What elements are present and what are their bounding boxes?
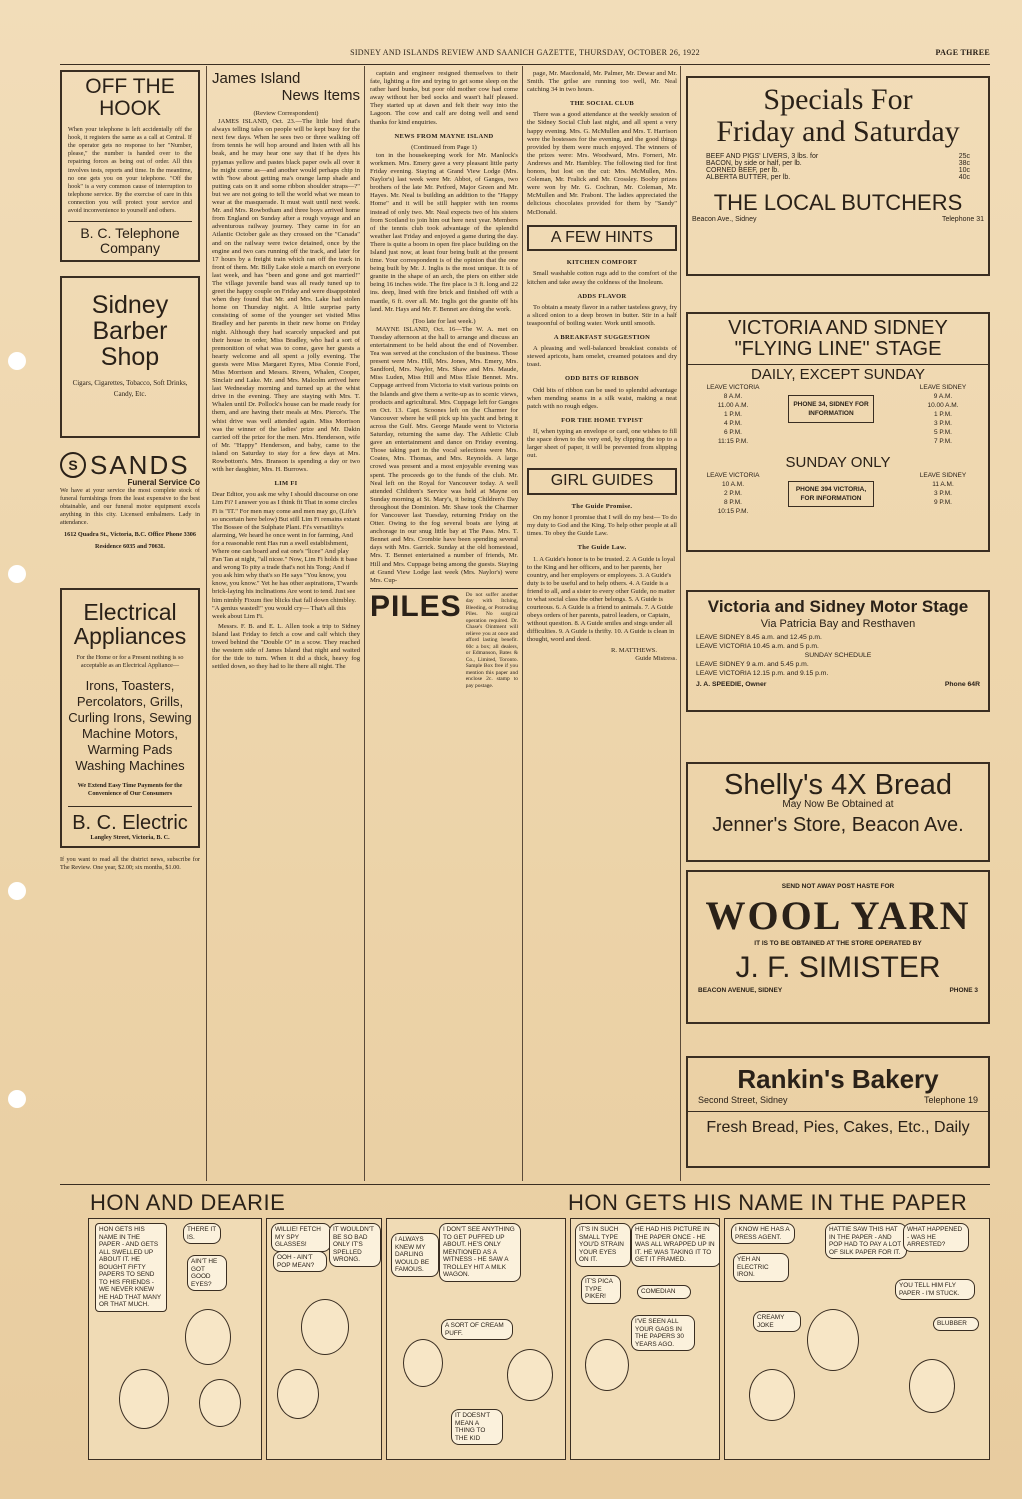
social-heading: THE SOCIAL CLUB	[569, 100, 635, 108]
punch-hole	[8, 565, 26, 583]
sands-ad	[60, 449, 200, 552]
speech-bubble: THERE IT IS.	[183, 1223, 221, 1244]
comic-panel-1	[88, 1218, 262, 1460]
piles-ad	[370, 588, 518, 690]
wool-yarn-ad	[686, 870, 990, 1024]
flying-line-stage-ad	[686, 312, 990, 552]
speech-bubble: BLUBBER	[933, 1317, 979, 1331]
shelly-bread-ad	[686, 762, 990, 862]
special-item: CORNED BEEF, per lb. 10c	[706, 167, 970, 174]
butchers-address: Beacon Ave., Sidney	[692, 216, 757, 224]
comic-panel-3	[386, 1218, 566, 1460]
sunday-heading: SUNDAY ONLY	[785, 453, 891, 471]
rankin-title: Rankin's Bakery	[737, 1064, 939, 1094]
character-child	[199, 1379, 241, 1427]
speech-bubble: HE HAD HIS PICTURE IN THE PAPER ONCE - HE WAS ALL WRAPPED UP IN IT. HE WAS TAKING IT TO GET IT FRAMED.	[631, 1223, 720, 1267]
piles-body: Do not suffer another day with Itching, Bleeding, or Protruding Piles. No surgical operation required. Dr. Chase's Ointment will relieve you at once and afford lasting benefit. 60c a box; all dealers, or Edmanson, Bates & Co., Limited, Toronto. Sample Box free if you mention this paper and enclose 2c. stamp to pay postage.	[465, 591, 518, 689]
special-item: ALBERTA BUTTER, per lb. 40c	[706, 174, 970, 181]
rankin-info	[688, 1093, 988, 1112]
social-body: There was a good attendance at the weekly session of the Sidney Social Club last night, and all spent a very happy evening. Mrs. G. McMullen and Mrs. T. Harrison were the hostesses for the evening, and the good things provided by them were much enjoyed. The winners of the prizes were: Mrs. Woodward, Mrs. Forneri, Mr. Andrews and Mr. Hambley. The following tied for first honors, but lost on the cut: Mrs. McMullen, Mrs. Coleman, Mr. Fralick and Mr. Crossley. Booby prizes were won by Mr. G. Cochran, Mr. Coleman, Mr. McMullen and Mr. Fraboni. The ladies appreciated the delicious chocolates provided for them by "Sandy" McDonald.	[527, 111, 677, 216]
wool-footer	[688, 983, 988, 998]
subscribe-note: If you want to read all the district news, subscribe for The Review. One year, $2.00; six months, $1.00.	[60, 856, 200, 872]
hints-title: A FEW HINTS	[527, 225, 677, 252]
bc-electric-address: Langley Street, Victoria, B. C.	[90, 834, 170, 842]
guide-promise-heading: The Guide Promise.	[571, 503, 633, 511]
hint-kitchen-heading: KITCHEN COMFORT	[566, 259, 638, 267]
sunday-schedule	[688, 471, 988, 525]
punch-hole	[8, 882, 26, 900]
guide-law-heading: The Guide Law.	[577, 544, 627, 552]
poem-body: Dear Editor, you ask me why I should discourse on one Lim Fi? I answer you as I think fit That in some circles Fi is "IT." For men may come and men may go, (Life's so uncertain here below) But still Lim Fi remains extant The Bossee of the Sulphate Plant. Fi's versatility's alarming, We heard he once went in for farming, And for a reasonable rent Has run a swell establishment, Where one can board and eat one's "licee" And play Fan Tan at night, "all nicee." Now, Lim Fi holds it base and wrong To pity a trade that's not his Tong; And if you ask him why that's so He says "You know, you know, you know." Yet he has other aspirations, T'wards brick-laying his inclinations Are wont to tend. Just see him nimbly Fixum fiee blicks that fall down chimbley. "A genius wasted!" you would cry— That's all this week about Lim Fi.	[212, 491, 360, 620]
barber-line-2: Barber	[92, 316, 168, 345]
girl-guides-title: GIRL GUIDES	[527, 468, 677, 495]
guide-law: 1. A Guide's honor is to be trusted. 2. A Guide is loyal to the King and her officers, and to her parents, her country, and her employers or employees. 3. A Guide's duty is to be useful and to help others. 4. A Guide is a friend to all, and a sister to every other Guide, no matter to what social class the other belongs. 5. A Guide is courteous. 6. A Guide is a friend to animals. 7. A Guide obeys orders of her parents, patrol leaders, or Captain, without question. 8. A Guide smiles and sings under all difficulties. 9. A Guide is thrifty. 10. A Guide is clean in thought, word and deed.	[527, 555, 676, 644]
sands-residence: Residence 6035 and 7063L	[95, 543, 165, 551]
speech-bubble: HATTIE SAW THIS HAT IN THE PAPER - AND POP HAD TO PAY A LOT OF SILK PAPER FOR IT.	[825, 1223, 907, 1259]
character-man	[585, 1339, 629, 1391]
speech-bubble: WHAT HAPPENED - WAS HE ARRESTED?	[903, 1223, 969, 1252]
page-number: PAGE THREE	[935, 48, 990, 57]
speech-bubble: YOU TELL HIM FLY PAPER - I'M STUCK.	[895, 1279, 975, 1300]
piles-title: PILES	[370, 589, 462, 623]
special-item: BACON, by side or half, per lb. 38c	[706, 160, 970, 167]
james-title-2: News Items	[281, 87, 360, 104]
james-title-1: James Island	[212, 70, 301, 87]
motor-stage-via: Via Patricia Bay and Resthaven	[760, 617, 916, 630]
motor-owner: J. A. SPEEDIE, Owner	[696, 681, 767, 689]
off-the-hook-ad	[60, 70, 200, 262]
wool-address: BEACON AVENUE, SIDNEY	[698, 987, 783, 995]
james-byline: (Review Correspondent)	[253, 110, 319, 117]
hint-ribbon: Odd bits of ribbon can be used to splendid advantage when mending seams in a silk waist, making a neat patch with no rough edges.	[527, 386, 677, 410]
comic-title-right: HON GETS HIS NAME IN THE PAPER	[568, 1190, 968, 1215]
comic-rule	[60, 1184, 990, 1185]
motor-phone: Phone 64R	[944, 681, 980, 689]
character-pop	[301, 1299, 349, 1355]
masthead-line: SIDNEY AND ISLANDS REVIEW AND SAANICH GAZETTE, THURSDAY, OCTOBER 26, 1922	[350, 48, 700, 57]
sands-logo-icon: S	[60, 452, 86, 478]
barber-line-1: Sidney	[91, 290, 169, 319]
punch-hole	[8, 1090, 26, 1108]
electrical-appliances-ad	[60, 588, 200, 849]
guide-signature-1: R. MATTHEWS.	[611, 646, 657, 654]
speech-bubble: I ALWAYS KNEW MY DARLING WOULD BE FAMOUS.	[391, 1233, 439, 1277]
wool-mid: IT IS TO BE OBTAINED AT THE STORE OPERATED BY	[754, 939, 922, 947]
column-rule	[522, 66, 523, 1181]
wool-title: WOOL YARN	[705, 892, 971, 938]
butchers-footer	[688, 214, 988, 225]
column-rule	[364, 66, 365, 1181]
column-rule	[680, 66, 681, 1181]
speech-bubble: AIN'T HE GOT GOOD EYES?	[187, 1255, 227, 1291]
bc-telephone-name: B. C. Telephone Company	[80, 225, 180, 256]
column-left-ads	[60, 70, 200, 1180]
hint-flavor-heading: ADDS FLAVOR	[577, 292, 627, 300]
character-hon	[185, 1309, 231, 1365]
col3-body: captain and engineer resigned themselves to their fate, lighting a fire and trying to get some sleep on the rather hard bunks, but poor old mother cow had come away without her bed socks and wasn't half pleased. They started up at dawn and felt their way into the Lagoon. The cow and calf are doing well and send thanks for kind enquiries.	[370, 70, 518, 126]
barber-shop-ad	[60, 276, 200, 438]
sands-sub: Funeral Service Co	[127, 477, 200, 487]
jenner-store: Jenner's Store, Beacon Ave.	[712, 813, 964, 836]
james-body-2: Messrs. F. B. and E. L. Allen took a trip to Sidney Island last Friday to fetch a cow and calf which they towed behind the "Double O" in a scow. They reached the western side of James Island that night and waited for the tide to turn. When it did a thick, heavy fog settled down, so they had to lie there all night. The	[212, 622, 360, 671]
hint-typist: If, when typing an envelope or card, one wishes to fill the space down to the very end, by clipping the top to a larger sheet of paper, it will be prevented from slipping out.	[527, 427, 677, 460]
butchers-telephone: Telephone 31	[941, 216, 984, 224]
speech-bubble: IT'S IN SUCH SMALL TYPE YOU'D STRAIN YOUR EYES ON IT.	[575, 1223, 631, 1267]
daily-victoria: LEAVE VICTORIA 8 A.M. 11.00 A.M. 1 P.M. 4 P.M. 6 P.M. 11:15 P.M.	[706, 383, 760, 445]
rankin-telephone: Telephone 19	[923, 1095, 978, 1106]
column-james-island	[212, 70, 360, 1180]
guide-signature-2: Guide Mistress.	[635, 654, 677, 662]
motor-stage-ad	[686, 590, 990, 712]
speech-bubble: OOH - AIN'T POP MEAN?	[273, 1251, 327, 1272]
mayne-continued: (Continued from Page 1)	[411, 143, 477, 151]
comic-title-left: HON AND DEARIE	[90, 1190, 286, 1215]
speech-bubble: IT'S PICA TYPE PIKER!	[581, 1275, 621, 1304]
motor-stage-title: Victoria and Sidney Motor Stage	[707, 597, 969, 616]
speech-bubble: A SORT OF CREAM PUFF.	[441, 1319, 513, 1340]
speech-bubble: IT DOESN'T MEAN A THING TO THE KID	[451, 1409, 503, 1445]
hook-title-2: HOOK	[99, 97, 161, 121]
comic-caption: HON GETS HIS NAME IN THE PAPER - AND GETS ALL SWELLED UP ABOUT IT. HE BOUGHT FIFTY PAPERS TO SEND TO HIS FRIENDS - WE NEVER KNEW HE HAD THAT MANY OR THAT MUCH.	[95, 1223, 167, 1312]
sands-title: SANDS	[90, 449, 190, 480]
column-mayne-island	[370, 70, 518, 1180]
specials-line-2: Friday and Saturday	[716, 114, 960, 148]
speech-bubble: YEH AN ELECTRIC IRON.	[733, 1253, 789, 1282]
hook-body: When your telephone is left accidentally off the hook, it registers the same as a call at Central. If the operator gets no response to her "Number, please," the number is handed over to the repairing forces as being out of order. All this involves tests, reports and time. In the meantime, no one gets you on your telephone. "Off the hook" is a very common cause of interruption to telephone service. By the exercise of care in this connection you will protect your service and avoid inconvenience to yourself and others.	[68, 126, 192, 215]
page-header	[60, 48, 990, 62]
mayne-body-2: MAYNE ISLAND, Oct. 16—The W. A. met on Tuesday afternoon at the hall to arrange and discuss an entertainment to be held about the end of November. Tea was served at the conclusion of the business. Those present were Mrs. Hill, Mrs. Jones, Mrs. Emery, Mrs. Sandford, Mrs. Naylor, Mrs. Shaw and Mrs. Maude, Miss Luden, Miss Hill and Miss Elsie Bennet. Mrs. Cuppage arrived from Victoria to visit various points on the Islands and give them a write-up as to scenic views, products and agricultural. Mrs. Cuppage left for Ganges on Oct. 13. Capt. Scoones left on the Charmer for Vancouver where he will pick up his yacht and bring it across the Gulf. Mrs. George Maude went to Victoria Saturday, returning the same day. The Athletic Club gave an entertainment and dance on Friday evening. Those taking part in the vocal selections were Mrs. Coates, Mrs. Thomas, and Mrs. Reynolds. A large crowd was present and a most enjoyable evening was spent. The proceeds go to the funds of the club. Mr. Neal left on the Royal for Vancouver today. A well attended Children's Service was held at Mayne on Sunday morning at St. Mary's, it being Children's Day throughout the Dominion. Mr. Shaw took the Charmer for Vancouver last Tuesday, returning Friday on the Otter. Owing to the fog several boats are lying at anchorage in our snug little bay at The Pass. Mrs. T. Bennet and Mrs. Crombie have been spending several days with Mrs. Garrick. Sunday at the old homestead, Mrs. T. Bennet entertained a number of friends, Mr. Hill and Mrs. Cuppage being among the guests. Staying at Grand View Lodge last week (Mrs. Naylor's) were Mrs. Cup-	[370, 325, 518, 584]
simister-name: J. F. SIMISTER	[735, 950, 941, 984]
special-item: BEEF AND PIGS' LIVERS, 3 lbs. for 25c	[706, 153, 970, 160]
rankin-bakery-ad	[686, 1056, 990, 1168]
comic-panel-4	[570, 1218, 720, 1460]
speech-bubble: WILLIE! FETCH MY SPY GLASSES!	[271, 1223, 331, 1252]
sunday-victoria: LEAVE VICTORIA 10 A.M. 2 P.M. 8 P.M. 10:15 P.M.	[706, 471, 760, 515]
stage-line-2: "FLYING LINE" STAGE	[734, 338, 942, 360]
daily-heading: DAILY, EXCEPT SUNDAY	[688, 364, 988, 383]
character-neighbor	[507, 1349, 553, 1401]
punch-hole	[8, 352, 26, 370]
specials-list	[688, 153, 988, 181]
guide-promise: On my honor I promise that I will do my best— To do my duty to God and the King. To help other people at all times. To obey the Guide Law.	[527, 514, 677, 538]
hint-breakfast: A pleasing and well-balanced breakfast consists of stewed apricots, ham omelet, creamed potatoes and dry toast.	[527, 345, 677, 369]
local-butchers-name: THE LOCAL BUTCHERS	[713, 190, 963, 215]
sunday-sidney: LEAVE SIDNEY 11 A.M. 3 P.M. 9 P.M.	[919, 471, 967, 506]
speech-bubble: I KNOW HE HAS A PRESS AGENT.	[731, 1223, 795, 1244]
wool-phone: PHONE 3	[949, 987, 978, 995]
barber-line-3: Shop	[100, 343, 160, 371]
james-body: JAMES ISLAND, Oct. 23.—The little bird that's always telling tales on people will be kept busy for the next few days. When he sees two or three walking off from tennis he will hop around and listen with all his beak, and he may hear one say that if he dyes his pyjamas yellow and pastes black paper owls all over it he might come as—and another would perhaps chip in with "how about getting ma's orange lamp shade and putting cats on it and some ribbon shoulder straps—?" but we are not going to tell the world what we mean to wear at the masquerade. It must wait until next week. Mr. and Mrs. Rowbotham and three boys arrived home from England on Sunday after a rough voyage and an adventurous railway journey. They came in for an Atlantic October gale as they crossed on the "Canada" and on the railway were twice detained, once by the engine and two cars running off the track, and later for 17 hours by a freight train which ran off the track in front of them. Mr. Billy Lake stole a march on everyone last week, and has "been and gone and got married!" The village juvenile band was all ready tuned up to greet the happy couple on Friday and were disappointed when they found that Mr. and Mrs. Lake had stolen home on Thursday night. A little surprise party consisting of some of the younger set visited Miss Bradley and her parents in their new home on Friday night. Although they had scarcely unpacked and put their house in order, Miss Bradley, who had a sort of premonition of what was to come, gave her guests a hearty welcome and all spent a jolly evening. The guests were Miss Margaret Eyres, Miss Connie Ford, Miss Morrison and Messrs. Rivers, Whalen, Cooper, Sinclair and Lake. Mr. and Mrs. Malcolm arrived here last Wednesday morning and turned up at the whist drive in the evening. They are staying with Mrs. T. Whalen until Dr. Pollock's house can be made ready for them, and are having their meals at Mrs. Pierce's. The whist drive was well attended again. Miss Morrison was the winner of the ladies' prize and Mr. Dakin carried off the prize for the men. Mrs. Henderson, wife of Mr. "Happy" Henderson, and baby, came to the island on Saturday to stay for a few days at Mrs. Rowbottom's. Mrs. Branson is spending a day or two with her daughter, Mrs. H. Burrows.	[212, 118, 360, 474]
stage-line-1: VICTORIA AND SIDNEY	[728, 317, 948, 339]
elec-line-2: Appliances	[73, 622, 187, 649]
bc-electric-name: B. C. Electric	[72, 812, 188, 835]
elec-body: For the Home or for a Present nothing is so acceptable as an Electrical Appliance—	[76, 653, 184, 669]
specials-line-1: Specials For	[763, 83, 913, 116]
shelly-sub: May Now Be Obtained at	[782, 799, 894, 811]
column-rule	[206, 66, 207, 1181]
col4-body: page, Mr. Macdonald, Mr. Palmer, Mr. Dewar and Mr. Smith. The grilse are running too well, Mr. Neal catching 34 in two hours.	[527, 70, 677, 94]
poem-title: LIM FI	[274, 480, 298, 488]
character-girl	[909, 1359, 955, 1413]
speech-bubble: I'VE SEEN ALL YOUR GAGS IN THE PAPERS 30 YEARS AGO.	[631, 1315, 695, 1351]
speech-bubble: CREAMY JOKE	[753, 1311, 801, 1332]
wool-top: SEND NOT AWAY POST HASTE FOR	[781, 883, 895, 890]
speech-bubble: I DON'T SEE ANYTHING TO GET PUFFED UP ABOUT. HE'S ONLY MENTIONED AS A WITNESS - HE SAW A TROLLEY HIT A MILK WAGON.	[439, 1223, 521, 1282]
elec-line-1: Electrical	[83, 598, 177, 625]
phone-info-daily: PHONE 34, SIDNEY FOR INFORMATION	[788, 395, 874, 423]
mayne-body: ton in the housekeeping work for Mr. Manlock's workmen. Mrs. Emery gave a very pleasant little party Friday evening. Staying at Grand View Lodge (Mrs. Naylor's) last week were Mr. Abbot, of Ganges, two brothers of the late Mr. Petford, Major Green and Mr. Hayes. Mr. Neal is building an addition to the "Happy Home" and it will be still happier with ten rooms instead of only two. Mr. Neal expects two of his sisters from Scotland to join him out here next year. Members of the tennis club took advantage of the splendid weather last Friday and enjoyed a game during the day. There is quite a boom in open fire place building on the Island just now, at least four being built at the present time. Your correspondent is of the opinion that the one being built by Mr. J. Inglis is the most unique. It is of granite in the shape of an arch, the piers on either side being 16 inches wide. The fire place is 3 ft. long and 22 ins. deep, lined with fire brick and finished off with a mantle, 6 ft. over all. Mr. Inglis got the granite off his land. Mr. Hays and Mr. F. Bennet are doing the work.	[370, 151, 518, 313]
hook-title-1: OFF THE	[85, 75, 175, 98]
character-kid	[277, 1369, 319, 1419]
header-rule	[60, 64, 990, 65]
specials-ad	[686, 76, 990, 276]
speech-bubble: IT WOULDN'T BE SO BAD ONLY IT'S SPELLED WRONG.	[329, 1223, 381, 1267]
daily-schedule	[688, 383, 988, 455]
comic-panel-2	[266, 1218, 382, 1460]
hint-ribbon-heading: ODD BITS OF RIBBON	[565, 375, 639, 383]
sands-address: 1612 Quadra St., Victoria, B.C. Office Phone 3306	[64, 531, 196, 539]
hint-flavor: To obtain a meaty flavor in a rather tasteless gravy, fry a sliced onion to a deep brown in butter. Stir in a half teaspoonful of boiling water. Work until smooth.	[527, 303, 677, 327]
speech-bubble: COMEDIAN	[637, 1285, 691, 1299]
rankin-items: Fresh Bread, Pies, Cakes, Etc., Daily	[706, 1119, 970, 1137]
character-kid	[119, 1369, 169, 1429]
shelly-title: Shelly's 4X Bread	[724, 769, 952, 801]
motor-schedule: LEAVE SIDNEY 8.45 a.m. and 12.45 p.m. LEAVE VICTORIA 10.45 a.m. and 5 p.m. SUNDAY SCHEDULE LEAVE SIDNEY 9 a.m. and 5.45 p.m. LEAVE VICTORIA 12.15 p.m. and 9.15 p.m. J. A. SPEEDIE, Owner Phone 64R	[696, 634, 980, 689]
character-woman	[807, 1309, 859, 1371]
hint-typist-heading: FOR THE HOME TYPIST	[561, 416, 643, 424]
barber-sub: Cigars, Cigarettes, Tobacco, Soft Drinks, Candy, Etc.	[72, 379, 188, 399]
rankin-address: Second Street, Sidney	[698, 1095, 788, 1106]
hint-kitchen: Small washable cotton rugs add to the comfort of the kitchen and take away the coldness of the linoleum.	[527, 270, 677, 286]
phone-info-sunday: PHONE 394 VICTORIA, FOR INFORMATION	[788, 481, 874, 507]
hint-breakfast-heading: A BREAKFAST SUGGESTION	[553, 334, 651, 342]
elec-items: Irons, Toasters, Percolators, Grills, Curling Irons, Sewing Machine Motors, Warming Pads Washing Machines	[68, 678, 192, 774]
comic-panel-5	[724, 1218, 990, 1460]
mayne-heading: NEWS FROM MAYNE ISLAND	[394, 132, 494, 140]
character-dearie	[403, 1339, 443, 1387]
too-late-note: (Too late for last week.)	[412, 317, 476, 325]
sands-body: We have at your service the most complete stock of funeral furnishings from the least expensive to the best obtainable, and our funeral motor equipment excels anything in this city. Licensed embalmers. Lady in attendance.	[60, 486, 200, 527]
elec-terms: We Extend Easy Time Payments for the Convenience of Our Consumers	[77, 782, 183, 798]
column-social-hints	[527, 70, 677, 1180]
character-boy	[749, 1369, 795, 1421]
daily-sidney: LEAVE SIDNEY 9 A.M. 10.00 A.M. 1 P.M. 3 P.M. 5 P.M. 7 P.M.	[919, 383, 967, 445]
